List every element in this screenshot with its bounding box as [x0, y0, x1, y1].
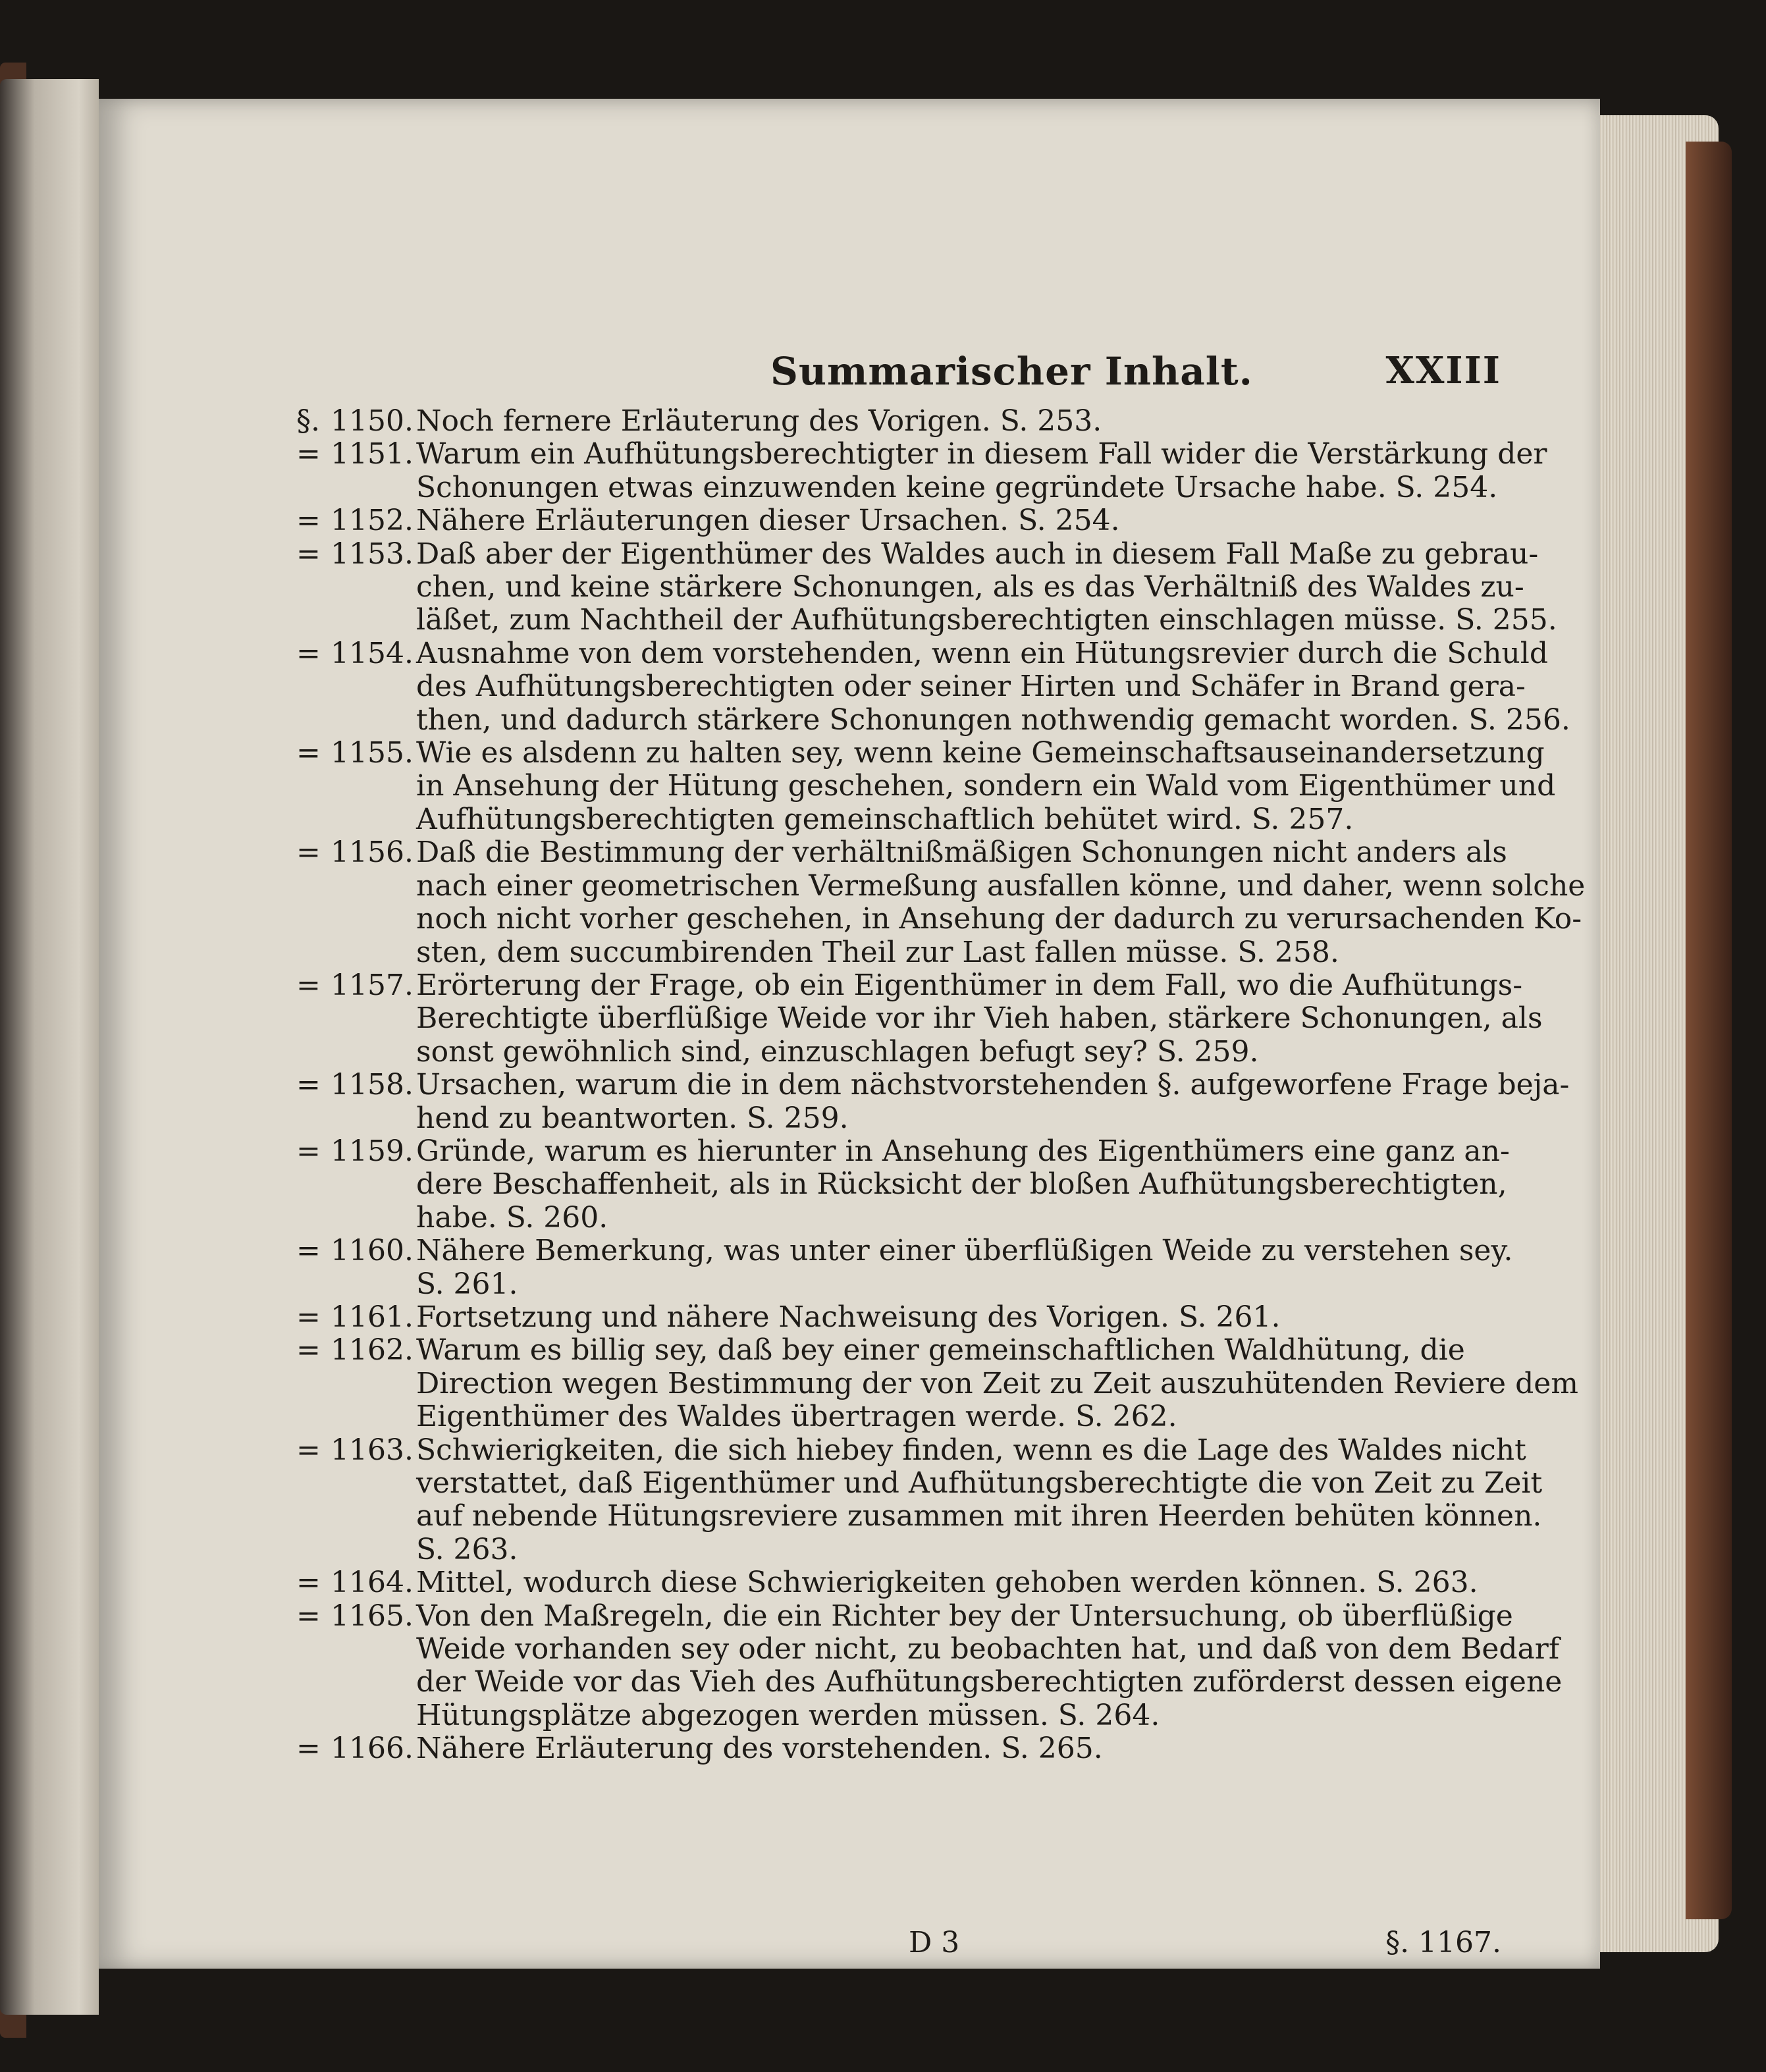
entry-mark: =	[296, 736, 321, 770]
entry-paragraph-number: 1165.	[331, 1599, 414, 1633]
entry-line: S. 263.	[416, 1532, 518, 1566]
entry-paragraph-number: 1154.	[331, 636, 414, 670]
page-number: XXIII	[1385, 349, 1501, 392]
entry-paragraph-number: 1164.	[331, 1566, 414, 1600]
toc-entry	[296, 1301, 1501, 1334]
entry-paragraph-number: 1166.	[331, 1732, 414, 1766]
entry-line: habe. S. 260.	[416, 1200, 608, 1235]
page-footer	[296, 1926, 1501, 1965]
entry-mark: =	[296, 1433, 321, 1467]
entry-text	[416, 1135, 1510, 1235]
entry-line: Berechtigte überflüßige Weide vor ihr Vieh haben, stärkere Schonungen, als	[416, 1001, 1543, 1036]
entry-line: dere Beschaffenheit, als in Rücksicht der bloßen Aufhütungsberechtigten,	[416, 1167, 1507, 1202]
entry-text	[416, 438, 1547, 504]
entry-line: Aufhütungsberechtigten gemeinschaftlich behütet wird. S. 257.	[416, 802, 1354, 836]
entry-line: Fortsetzung und nähere Nachweisung des Vorigen. S. 261.	[416, 1300, 1281, 1334]
book-page	[99, 99, 1600, 1969]
entry-line: Hütungsplätze abgezogen werden müssen. S. 264.	[416, 1698, 1160, 1732]
signature-mark: D 3	[909, 1926, 960, 1959]
entry-line: Schwierigkeiten, die sich hiebey finden, wenn es die Lage des Waldes nicht	[416, 1433, 1526, 1467]
toc-entry	[296, 1234, 1513, 1301]
entry-text	[416, 637, 1570, 737]
entry-mark: =	[296, 1599, 321, 1633]
entry-line: Weide vorhanden sey oder nicht, zu beobachten hat, und daß von dem Bedarf	[416, 1632, 1560, 1666]
entry-text	[416, 1334, 1578, 1433]
entry-line: Ausnahme von dem vorstehenden, wenn ein Hütungsrevier durch die Schuld	[416, 636, 1548, 670]
entry-line: Warum es billig sey, daß bey einer gemeinschaftlichen Waldhütung, die	[416, 1333, 1465, 1368]
entry-text	[416, 969, 1543, 1069]
toc-entry	[296, 504, 1501, 537]
entry-line: läßet, zum Nachtheil der Aufhütungsberechtigten einschlagen müsse. S. 255.	[416, 603, 1557, 637]
entry-text	[416, 836, 1585, 969]
entry-line: Direction wegen Bestimmung der von Zeit zu Zeit auszuhütenden Reviere dem	[416, 1366, 1579, 1400]
toc-entry	[296, 736, 1556, 836]
entry-line: Eigenthümer des Waldes übertragen werde. S. 262.	[416, 1400, 1177, 1434]
entry-mark: =	[296, 636, 321, 670]
entry-text	[416, 1235, 1512, 1301]
entry-line: verstattet, daß Eigenthümer und Aufhütungsberechtigte die von Zeit zu Zeit	[416, 1466, 1543, 1500]
entry-line: hend zu beantworten. S. 259.	[416, 1101, 849, 1135]
entry-paragraph-number: 1161.	[331, 1300, 414, 1334]
toc-entry	[296, 537, 1557, 637]
entry-paragraph-number: 1157.	[331, 968, 414, 1002]
toc-entry	[296, 1566, 1501, 1599]
entry-paragraph-number: 1153.	[331, 537, 414, 571]
entry-line: Mittel, wodurch diese Schwierigkeiten gehoben werden können. S. 263.	[416, 1566, 1478, 1600]
toc-entry	[296, 968, 1543, 1069]
toc-entry	[296, 836, 1586, 969]
entry-paragraph-number: 1156.	[331, 836, 414, 870]
toc-entry	[296, 405, 1501, 438]
catchword: §. 1167.	[1385, 1926, 1501, 1959]
entry-paragraph-number: 1163.	[331, 1433, 414, 1467]
toc-entry	[296, 1599, 1563, 1733]
entry-line: auf nebende Hütungsreviere zusammen mit ihren Heerden behüten können.	[416, 1499, 1542, 1533]
entry-line: then, und dadurch stärkere Schonungen nothwendig gemacht worden. S. 256.	[416, 703, 1570, 737]
entry-mark: =	[296, 1300, 321, 1334]
entry-line: sonst gewöhnlich sind, einzuschlagen befugt sey? S. 259.	[416, 1034, 1259, 1069]
toc-entry	[296, 1433, 1543, 1567]
toc-entry	[296, 1333, 1579, 1434]
entry-line: des Aufhütungsberechtigten oder seiner Hirten und Schäfer in Brand gera-	[416, 670, 1526, 704]
toc-entry	[296, 437, 1547, 504]
entry-mark: =	[296, 504, 321, 538]
entry-line: Warum ein Aufhütungsberechtigter in diesem Fall wider die Verstärkung der	[416, 437, 1547, 471]
entry-line: Ursachen, warum die in dem nächstvorstehenden §. aufgeworfene Frage beja-	[416, 1068, 1570, 1102]
entry-line: Wie es alsdenn zu halten sey, wenn keine Gemeinschaftsauseinandersetzung	[416, 736, 1545, 770]
entry-text	[416, 737, 1555, 836]
entry-line: Nähere Bemerkung, was unter einer überflüßigen Weide zu verstehen sey.	[416, 1234, 1513, 1268]
entry-mark: =	[296, 537, 321, 571]
entry-line: Daß die Bestimmung der verhältnißmäßigen Schonungen nicht anders als	[416, 836, 1507, 870]
entry-paragraph-number: 1158.	[331, 1068, 414, 1102]
entry-mark: =	[296, 836, 321, 870]
entry-paragraph-number: 1159.	[331, 1134, 414, 1168]
entry-mark: §.	[296, 404, 320, 438]
entry-line: in Ansehung der Hütung geschehen, sondern ein Wald vom Eigenthümer und	[416, 769, 1556, 803]
entry-line: S. 261.	[416, 1267, 518, 1301]
entry-text	[416, 1301, 1501, 1334]
entry-paragraph-number: 1160.	[331, 1234, 414, 1268]
entry-paragraph-number: 1152.	[331, 504, 414, 538]
entry-line: Gründe, warum es hierunter in Ansehung des Eigenthümers eine ganz an-	[416, 1134, 1510, 1168]
entry-text	[416, 504, 1501, 537]
entry-text	[416, 405, 1501, 438]
entry-mark: =	[296, 968, 321, 1002]
entry-line: Noch fernere Erläuterung des Vorigen. S. 253.	[416, 404, 1102, 438]
entry-text	[416, 1566, 1501, 1599]
entry-line: Von den Maßregeln, die ein Richter bey der Untersuchung, ob überflüßige	[416, 1599, 1513, 1633]
entry-mark: =	[296, 1333, 321, 1368]
entry-line: der Weide vor das Vieh des Aufhütungsberechtigten zuförderst dessen eigene	[416, 1665, 1563, 1699]
entry-paragraph-number: 1151.	[331, 437, 414, 471]
entry-mark: =	[296, 1566, 321, 1600]
entry-mark: =	[296, 1068, 321, 1102]
entry-line: nach einer geometrischen Vermeßung ausfallen könne, und daher, wenn solche	[416, 868, 1586, 903]
entry-line: Nähere Erläuterungen dieser Ursachen. S. 254.	[416, 504, 1120, 538]
entry-paragraph-number: 1155.	[331, 736, 414, 770]
toc-entry	[296, 1732, 1501, 1765]
entry-text	[416, 1069, 1569, 1135]
entry-text	[416, 538, 1557, 637]
entry-text	[416, 1434, 1542, 1567]
table-of-contents	[296, 404, 1586, 1766]
entry-line: Erörterung der Frage, ob ein Eigenthümer in dem Fall, wo die Aufhütungs-	[416, 968, 1523, 1002]
entry-line: Schonungen etwas einzuwenden keine gegründete Ursache habe. S. 254.	[416, 470, 1498, 504]
entry-line: Daß aber der Eigenthümer des Waldes auch in diesem Fall Maße zu gebrau-	[416, 537, 1539, 571]
entry-paragraph-number: 1150.	[331, 404, 414, 438]
toc-entry	[296, 636, 1570, 737]
entry-text	[416, 1732, 1501, 1765]
entry-mark: =	[296, 1134, 321, 1168]
entry-paragraph-number: 1162.	[331, 1333, 414, 1368]
entry-mark: =	[296, 1234, 321, 1268]
entry-line: Nähere Erläuterung des vorstehenden. S. 265.	[416, 1732, 1103, 1766]
entry-mark: =	[296, 1732, 321, 1766]
entry-line: sten, dem succumbirenden Theil zur Last fallen müsse. S. 258.	[416, 935, 1339, 969]
entry-mark: =	[296, 437, 321, 471]
entry-text	[416, 1600, 1562, 1733]
left-page-edge	[0, 79, 99, 2015]
toc-entry	[296, 1068, 1570, 1135]
running-title: Summarischer Inhalt.	[770, 349, 1253, 394]
entry-line: noch nicht vorher geschehen, in Ansehung der dadurch zu verursachenden Ko-	[416, 902, 1582, 936]
toc-entry	[296, 1134, 1510, 1235]
right-book-cover	[1686, 142, 1732, 1919]
entry-line: chen, und keine stärkere Schonungen, als es das Verhältniß des Waldes zu-	[416, 570, 1524, 604]
